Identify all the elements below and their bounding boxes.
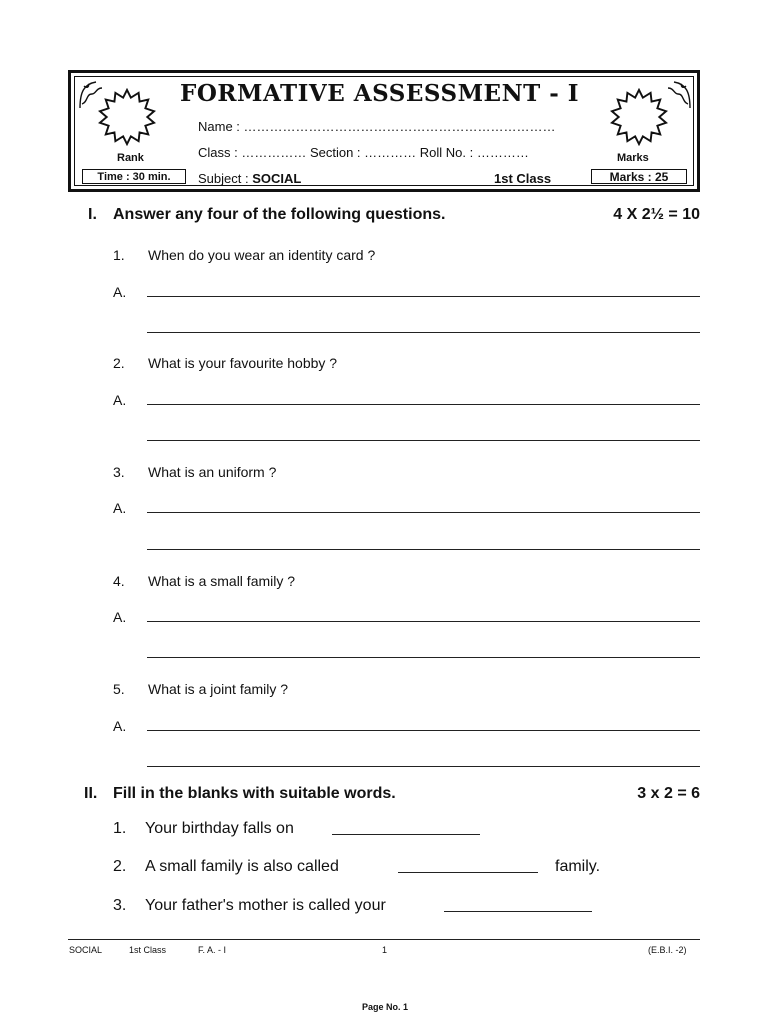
section-2-number: II. — [84, 785, 98, 802]
answer-line[interactable] — [147, 549, 700, 550]
fill-item-text: Your birthday falls on — [145, 820, 294, 837]
section-2-marks: 3 x 2 = 6 — [637, 785, 700, 802]
footer-subject: SOCIAL — [69, 945, 103, 955]
marks-starburst-icon — [610, 88, 668, 146]
answer-line[interactable] — [147, 512, 700, 513]
fill-item-text: A small family is also called — [145, 858, 339, 875]
marks-label: Marks — [617, 152, 649, 164]
question-text: What is a joint family ? — [148, 681, 289, 697]
answer-line[interactable] — [147, 440, 700, 441]
answer-line[interactable] — [147, 766, 700, 767]
question-number: 2. — [113, 355, 125, 371]
answer-line[interactable] — [147, 657, 700, 658]
fill-item-number: 2. — [113, 858, 127, 875]
page-number-label: Page No. 1 — [362, 1002, 409, 1012]
question-text: When do you wear an identity card ? — [148, 247, 376, 263]
fill-blank-line[interactable] — [444, 911, 592, 912]
answer-label: A. — [113, 718, 127, 734]
answer-label: A. — [113, 500, 127, 516]
question-number: 1. — [113, 247, 125, 263]
question-number: 3. — [113, 464, 125, 480]
answer-line[interactable] — [147, 404, 700, 405]
section-2-heading: Fill in the blanks with suitable words. — [113, 785, 396, 802]
subject-label: Subject : — [198, 171, 253, 186]
page-title: FORMATIVE ASSESSMENT - I — [180, 80, 580, 107]
answer-line[interactable] — [147, 296, 700, 297]
answer-label: A. — [113, 284, 127, 300]
footer-code: (E.B.I. -2) — [648, 945, 687, 955]
answer-line[interactable] — [147, 332, 700, 333]
name-field: Name : ……………………………………………………………… — [198, 119, 556, 134]
fill-item-text: Your father's mother is called your — [145, 897, 386, 914]
fill-blank-line[interactable] — [332, 834, 480, 835]
rank-label: Rank — [117, 152, 144, 164]
question-text: What is your favourite hobby ? — [148, 355, 338, 371]
question-text: What is an uniform ? — [148, 464, 277, 480]
fill-blank-line[interactable] — [398, 872, 538, 873]
answer-line[interactable] — [147, 730, 700, 731]
subject-field — [198, 171, 301, 186]
answer-label: A. — [113, 609, 127, 625]
fill-item-suffix: family. — [555, 858, 601, 875]
time-badge: Time : 30 min. — [82, 169, 186, 184]
class-value: 1st Class — [494, 171, 552, 186]
rank-starburst-icon — [98, 88, 156, 146]
question-number: 4. — [113, 573, 125, 589]
section-1-marks: 4 X 2½ = 10 — [613, 206, 700, 223]
answer-label: A. — [113, 392, 127, 408]
question-number: 5. — [113, 681, 125, 697]
fill-item-number: 3. — [113, 897, 127, 914]
question-text: What is a small family ? — [148, 573, 296, 589]
footer-class: 1st Class — [129, 945, 167, 955]
footer-assessment: F. A. - I — [198, 945, 227, 955]
answer-line[interactable] — [147, 621, 700, 622]
subject-value: SOCIAL — [252, 171, 302, 186]
total-marks-badge: Marks : 25 — [591, 169, 687, 184]
class-section-roll-field: Class : …………… Section : ………… Roll No. : ………… — [198, 145, 529, 160]
footer-divider — [68, 939, 700, 940]
fill-item-number: 1. — [113, 820, 127, 837]
section-1-heading: Answer any four of the following questions. — [113, 206, 446, 223]
section-1-number: I. — [88, 206, 97, 223]
footer-page: 1 — [382, 945, 388, 955]
